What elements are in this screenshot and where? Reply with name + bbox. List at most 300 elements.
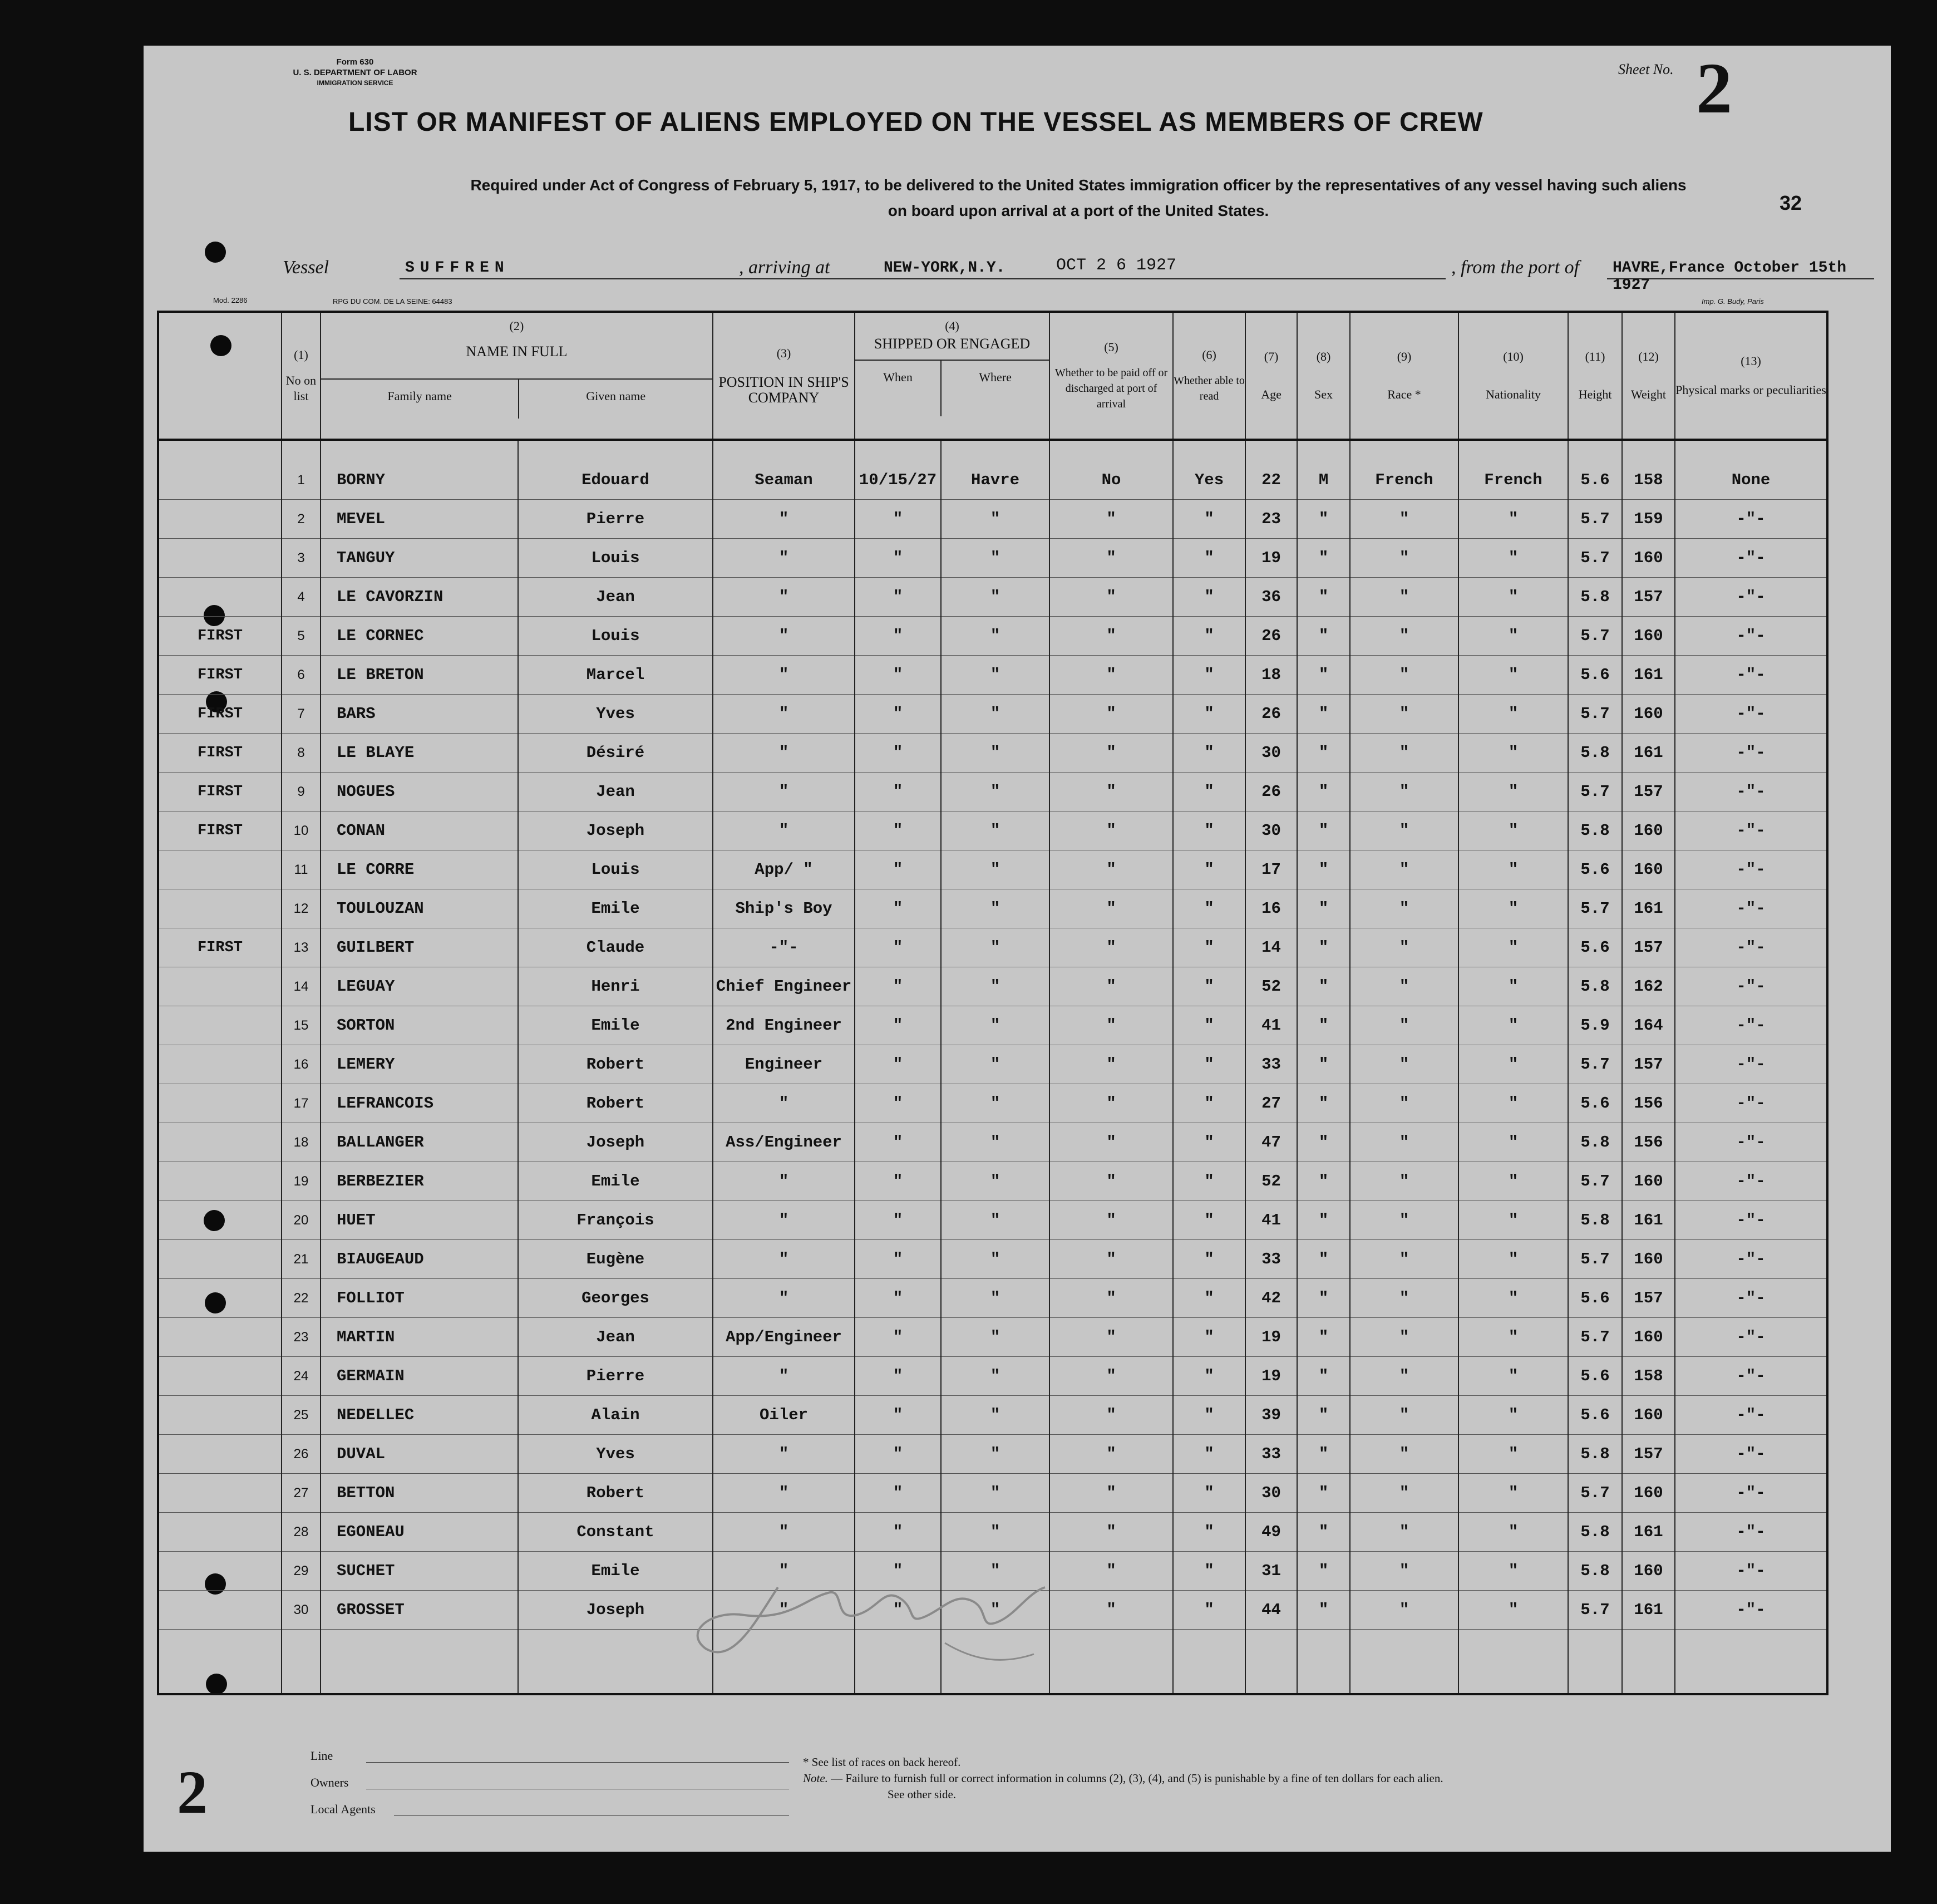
cell-paid-off: " <box>1049 1396 1173 1435</box>
cell-sex: " <box>1297 850 1350 889</box>
cell-row-number: 7 <box>282 695 321 734</box>
cell-nationality: " <box>1458 695 1568 734</box>
cell-paid-off: " <box>1049 1318 1173 1357</box>
cell-position: Ship's Boy <box>713 889 855 928</box>
cell-family-name: NOGUES <box>321 773 518 811</box>
cell-able-to-read: " <box>1173 1084 1245 1123</box>
cell-physical-marks: -"- <box>1675 1240 1827 1279</box>
cell-row-number: 17 <box>282 1084 321 1123</box>
footer-owners-label: Owners <box>310 1775 349 1789</box>
filler-cell <box>1049 1630 1173 1695</box>
cell-sex: " <box>1297 889 1350 928</box>
cell-paid-off: " <box>1049 734 1173 773</box>
cell-position: " <box>713 617 855 656</box>
cell-family-name: BERBEZIER <box>321 1162 518 1201</box>
cell-shipped-when: " <box>855 1006 941 1045</box>
cell-able-to-read: " <box>1173 1201 1245 1240</box>
cell-race: " <box>1350 1123 1458 1162</box>
table-row <box>158 578 1827 617</box>
cell-paid-off: " <box>1049 539 1173 578</box>
cell-first-mark <box>158 1084 282 1123</box>
manifest-sheet <box>144 46 1891 1852</box>
cell-family-name: BORNY <box>321 461 518 500</box>
cell-shipped-when: " <box>855 1591 941 1630</box>
cell-nationality: " <box>1458 1006 1568 1045</box>
cell-shipped-where: " <box>941 1435 1049 1474</box>
cell-sex: " <box>1297 617 1350 656</box>
cell-position: " <box>713 656 855 695</box>
cell-family-name: MARTIN <box>321 1318 518 1357</box>
cell-given-name: Claude <box>518 928 713 967</box>
col-no-on-list: (1) No on list <box>282 312 321 440</box>
cell-height: 5.7 <box>1568 500 1622 539</box>
cell-race: " <box>1350 1474 1458 1513</box>
spacer-cell <box>941 440 1049 461</box>
cell-race: " <box>1350 1006 1458 1045</box>
cell-height: 5.7 <box>1568 773 1622 811</box>
cell-nationality: " <box>1458 1435 1568 1474</box>
cell-sex: " <box>1297 1318 1350 1357</box>
cell-position: " <box>713 1240 855 1279</box>
cell-sex: " <box>1297 1396 1350 1435</box>
cell-family-name: LE CORRE <box>321 850 518 889</box>
cell-weight: 160 <box>1622 1474 1675 1513</box>
cell-first-mark <box>158 461 282 500</box>
cell-physical-marks: -"- <box>1675 656 1827 695</box>
cell-age: 41 <box>1245 1006 1297 1045</box>
table-row <box>158 1201 1827 1240</box>
cell-age: 23 <box>1245 500 1297 539</box>
cell-nationality: French <box>1458 461 1568 500</box>
cell-row-number: 5 <box>282 617 321 656</box>
cell-first-mark: FIRST <box>158 695 282 734</box>
table-row <box>158 773 1827 811</box>
spacer-cell <box>1350 440 1458 461</box>
cell-row-number: 27 <box>282 1474 321 1513</box>
cell-nationality: " <box>1458 1084 1568 1123</box>
cell-given-name: Constant <box>518 1513 713 1552</box>
cell-shipped-where: " <box>941 1357 1049 1396</box>
cell-family-name: LE BRETON <box>321 656 518 695</box>
cell-given-name: Robert <box>518 1045 713 1084</box>
cell-physical-marks: -"- <box>1675 1435 1827 1474</box>
cell-age: 33 <box>1245 1435 1297 1474</box>
cell-sex: " <box>1297 1279 1350 1318</box>
cell-sex: " <box>1297 695 1350 734</box>
margin-header <box>158 312 282 440</box>
table-row <box>158 500 1827 539</box>
cell-given-name: François <box>518 1201 713 1240</box>
cell-first-mark <box>158 1435 282 1474</box>
cell-first-mark <box>158 889 282 928</box>
cell-able-to-read: " <box>1173 1435 1245 1474</box>
cell-family-name: GROSSET <box>321 1591 518 1630</box>
vessel-label: Vessel <box>283 257 329 278</box>
cell-race: " <box>1350 1201 1458 1240</box>
cell-race: " <box>1350 1357 1458 1396</box>
footer-line-field[interactable] <box>366 1762 789 1763</box>
col-able-to-read: (6) Whether able to read <box>1173 312 1245 440</box>
cell-position: " <box>713 695 855 734</box>
table-row <box>158 1435 1827 1474</box>
cell-shipped-when: " <box>855 1318 941 1357</box>
cell-shipped-when: " <box>855 1357 941 1396</box>
cell-given-name: Jean <box>518 1318 713 1357</box>
cell-sex: " <box>1297 656 1350 695</box>
cell-shipped-where: " <box>941 695 1049 734</box>
cell-given-name: Emile <box>518 1162 713 1201</box>
cell-able-to-read: " <box>1173 695 1245 734</box>
cell-weight: 160 <box>1622 1552 1675 1591</box>
cell-sex: " <box>1297 1123 1350 1162</box>
cell-row-number: 21 <box>282 1240 321 1279</box>
cell-position: " <box>713 734 855 773</box>
cell-nationality: " <box>1458 1240 1568 1279</box>
cell-able-to-read: " <box>1173 928 1245 967</box>
cell-nationality: " <box>1458 1201 1568 1240</box>
cell-shipped-when: " <box>855 1474 941 1513</box>
cell-age: 36 <box>1245 578 1297 617</box>
cell-given-name: Joseph <box>518 1123 713 1162</box>
arrival-port: NEW-YORK,N.Y. <box>884 259 1006 277</box>
filler-cell <box>1458 1630 1568 1695</box>
cell-shipped-where: " <box>941 1396 1049 1435</box>
cell-weight: 160 <box>1622 617 1675 656</box>
cell-race: " <box>1350 734 1458 773</box>
cell-shipped-when: " <box>855 1201 941 1240</box>
cell-sex: " <box>1297 811 1350 850</box>
table-row <box>158 889 1827 928</box>
cell-row-number: 3 <box>282 539 321 578</box>
cell-age: 16 <box>1245 889 1297 928</box>
cell-age: 30 <box>1245 1474 1297 1513</box>
cell-position: " <box>713 1279 855 1318</box>
table-row <box>158 695 1827 734</box>
cell-physical-marks: -"- <box>1675 967 1827 1006</box>
footer-line-label: Line <box>310 1749 333 1763</box>
cell-weight: 164 <box>1622 1006 1675 1045</box>
cell-weight: 160 <box>1622 811 1675 850</box>
vessel-line <box>400 278 878 279</box>
cell-paid-off: No <box>1049 461 1173 500</box>
cell-first-mark <box>158 967 282 1006</box>
cell-shipped-where: " <box>941 539 1049 578</box>
cell-shipped-where: " <box>941 1591 1049 1630</box>
cell-paid-off: " <box>1049 578 1173 617</box>
cell-height: 5.8 <box>1568 1513 1622 1552</box>
table-row <box>158 850 1827 889</box>
cell-height: 5.7 <box>1568 695 1622 734</box>
cell-first-mark: FIRST <box>158 656 282 695</box>
cell-weight: 157 <box>1622 1045 1675 1084</box>
cell-paid-off: " <box>1049 850 1173 889</box>
col-where: Where <box>979 370 1012 384</box>
cell-weight: 158 <box>1622 461 1675 500</box>
cell-height: 5.7 <box>1568 1318 1622 1357</box>
cell-able-to-read: " <box>1173 1045 1245 1084</box>
arrival-date: OCT 2 6 1927 <box>1056 256 1177 275</box>
cell-paid-off: " <box>1049 773 1173 811</box>
col-weight: (12) Weight <box>1622 312 1675 440</box>
cell-first-mark <box>158 1591 282 1630</box>
cell-paid-off: " <box>1049 500 1173 539</box>
cell-row-number: 19 <box>282 1162 321 1201</box>
cell-position: " <box>713 1435 855 1474</box>
cell-shipped-when: " <box>855 1279 941 1318</box>
cell-nationality: " <box>1458 1123 1568 1162</box>
cell-first-mark <box>158 1123 282 1162</box>
cell-given-name: Joseph <box>518 811 713 850</box>
crew-manifest-table <box>157 311 1828 1695</box>
cell-row-number: 4 <box>282 578 321 617</box>
cell-weight: 156 <box>1622 1084 1675 1123</box>
footer-notes: * See list of races on back hereof. Note. — Failure to furnish full or correct information in columns (2), (3), (4), and (5) is punishable by a fine of ten dollars for each alien. See other side. <box>803 1755 1443 1801</box>
col-age: (7) Age <box>1245 312 1297 440</box>
cell-age: 47 <box>1245 1123 1297 1162</box>
cell-shipped-when: " <box>855 773 941 811</box>
cell-age: 19 <box>1245 539 1297 578</box>
cell-sex: " <box>1297 1240 1350 1279</box>
cell-able-to-read: " <box>1173 656 1245 695</box>
cell-physical-marks: -"- <box>1675 811 1827 850</box>
cell-height: 5.6 <box>1568 1084 1622 1123</box>
cell-nationality: " <box>1458 850 1568 889</box>
cell-nationality: " <box>1458 811 1568 850</box>
cell-weight: 160 <box>1622 850 1675 889</box>
cell-weight: 157 <box>1622 1279 1675 1318</box>
cell-shipped-when: " <box>855 578 941 617</box>
cell-able-to-read: " <box>1173 617 1245 656</box>
cell-race: " <box>1350 617 1458 656</box>
cell-family-name: LE CORNEC <box>321 617 518 656</box>
table-row <box>158 1513 1827 1552</box>
cell-position: Seaman <box>713 461 855 500</box>
cell-shipped-when: " <box>855 1435 941 1474</box>
filler-cell <box>1173 1630 1245 1695</box>
cell-paid-off: " <box>1049 656 1173 695</box>
cell-shipped-when: " <box>855 967 941 1006</box>
cell-weight: 158 <box>1622 1357 1675 1396</box>
table-row <box>158 1396 1827 1435</box>
cell-shipped-where: " <box>941 773 1049 811</box>
cell-family-name: EGONEAU <box>321 1513 518 1552</box>
cell-weight: 160 <box>1622 1318 1675 1357</box>
spacer-row <box>158 440 1827 461</box>
cell-physical-marks: None <box>1675 461 1827 500</box>
cell-position: 2nd Engineer <box>713 1006 855 1045</box>
spacer-cell <box>1245 440 1297 461</box>
cell-height: 5.7 <box>1568 889 1622 928</box>
cell-row-number: 14 <box>282 967 321 1006</box>
cell-age: 18 <box>1245 656 1297 695</box>
cell-race: " <box>1350 1552 1458 1591</box>
cell-nationality: " <box>1458 1162 1568 1201</box>
cell-physical-marks: -"- <box>1675 850 1827 889</box>
cell-position: App/ " <box>713 850 855 889</box>
cell-age: 19 <box>1245 1318 1297 1357</box>
cell-age: 26 <box>1245 695 1297 734</box>
cell-able-to-read: " <box>1173 967 1245 1006</box>
cell-height: 5.7 <box>1568 1240 1622 1279</box>
cell-shipped-where: " <box>941 1513 1049 1552</box>
cell-paid-off: " <box>1049 617 1173 656</box>
cell-sex: " <box>1297 500 1350 539</box>
cell-shipped-when: " <box>855 1084 941 1123</box>
cell-first-mark <box>158 1201 282 1240</box>
cell-given-name: Jean <box>518 578 713 617</box>
cell-sex: " <box>1297 734 1350 773</box>
cell-age: 49 <box>1245 1513 1297 1552</box>
col-paid-off: (5) Whether to be paid off or discharged at port of arrival <box>1049 312 1173 440</box>
cell-race: " <box>1350 1084 1458 1123</box>
cell-sex: " <box>1297 1162 1350 1201</box>
cell-race: " <box>1350 773 1458 811</box>
cell-given-name: Désiré <box>518 734 713 773</box>
from-line <box>1607 278 1874 279</box>
cell-first-mark: FIRST <box>158 811 282 850</box>
cell-able-to-read: " <box>1173 1474 1245 1513</box>
cell-given-name: Emile <box>518 889 713 928</box>
cell-height: 5.9 <box>1568 1006 1622 1045</box>
cell-given-name: Pierre <box>518 1357 713 1396</box>
cell-shipped-when: " <box>855 617 941 656</box>
cell-position: " <box>713 1201 855 1240</box>
spacer-cell <box>1568 440 1622 461</box>
cell-sex: " <box>1297 1201 1350 1240</box>
cell-sex: " <box>1297 1552 1350 1591</box>
cell-age: 39 <box>1245 1396 1297 1435</box>
cell-shipped-when: " <box>855 695 941 734</box>
cell-position: " <box>713 1591 855 1630</box>
cell-paid-off: " <box>1049 1084 1173 1123</box>
cell-physical-marks: -"- <box>1675 1396 1827 1435</box>
cell-shipped-when: " <box>855 850 941 889</box>
cell-shipped-where: " <box>941 1084 1049 1123</box>
cell-paid-off: " <box>1049 811 1173 850</box>
cell-position: -"- <box>713 928 855 967</box>
cell-row-number: 8 <box>282 734 321 773</box>
cell-race: " <box>1350 850 1458 889</box>
cell-age: 30 <box>1245 811 1297 850</box>
spacer-cell <box>1458 440 1568 461</box>
cell-first-mark <box>158 539 282 578</box>
spacer-cell <box>1297 440 1350 461</box>
cell-paid-off: " <box>1049 1513 1173 1552</box>
cell-nationality: " <box>1458 1396 1568 1435</box>
spacer-cell <box>321 440 518 461</box>
cell-first-mark <box>158 1240 282 1279</box>
cell-able-to-read: " <box>1173 1357 1245 1396</box>
cell-race: " <box>1350 1045 1458 1084</box>
cell-shipped-when: " <box>855 734 941 773</box>
cell-height: 5.8 <box>1568 1552 1622 1591</box>
table-row <box>158 656 1827 695</box>
cell-paid-off: " <box>1049 889 1173 928</box>
cell-race: " <box>1350 889 1458 928</box>
cell-shipped-where: " <box>941 1162 1049 1201</box>
cell-physical-marks: -"- <box>1675 734 1827 773</box>
cell-position: " <box>713 773 855 811</box>
cell-height: 5.7 <box>1568 1591 1622 1630</box>
cell-sex: " <box>1297 578 1350 617</box>
cell-shipped-when: " <box>855 928 941 967</box>
cell-shipped-where: " <box>941 1474 1049 1513</box>
cell-height: 5.8 <box>1568 1201 1622 1240</box>
departure-port-date: HAVRE,France October 15th 1927 <box>1613 259 1847 294</box>
cell-position: " <box>713 1357 855 1396</box>
cell-given-name: Marcel <box>518 656 713 695</box>
cell-able-to-read: " <box>1173 1123 1245 1162</box>
cell-paid-off: " <box>1049 695 1173 734</box>
col-sex: (8) Sex <box>1297 312 1350 440</box>
col-height: (11) Height <box>1568 312 1622 440</box>
cell-row-number: 24 <box>282 1357 321 1396</box>
cell-family-name: GERMAIN <box>321 1357 518 1396</box>
cell-physical-marks: -"- <box>1675 1513 1827 1552</box>
cell-weight: 161 <box>1622 656 1675 695</box>
cell-age: 22 <box>1245 461 1297 500</box>
cell-first-mark: FIRST <box>158 928 282 967</box>
cell-nationality: " <box>1458 1357 1568 1396</box>
cell-row-number: 9 <box>282 773 321 811</box>
cell-row-number: 30 <box>282 1591 321 1630</box>
cell-race: " <box>1350 1591 1458 1630</box>
cell-family-name: FOLLIOT <box>321 1279 518 1318</box>
cell-first-mark <box>158 1396 282 1435</box>
cell-given-name: Louis <box>518 850 713 889</box>
table-row <box>158 1357 1827 1396</box>
cell-shipped-where: " <box>941 1006 1049 1045</box>
cell-shipped-where: " <box>941 1123 1049 1162</box>
cell-weight: 160 <box>1622 1162 1675 1201</box>
cell-row-number: 25 <box>282 1396 321 1435</box>
cell-shipped-where: " <box>941 850 1049 889</box>
spacer-cell <box>1049 440 1173 461</box>
table-row <box>158 1084 1827 1123</box>
table-row <box>158 1474 1827 1513</box>
col-given-name: Given name <box>586 389 646 403</box>
col-when: When <box>855 361 942 416</box>
table-row <box>158 811 1827 850</box>
cell-shipped-where: " <box>941 578 1049 617</box>
cell-weight: 160 <box>1622 695 1675 734</box>
cell-family-name: BETTON <box>321 1474 518 1513</box>
cell-shipped-where: " <box>941 928 1049 967</box>
filler-cell <box>282 1630 321 1695</box>
cell-age: 41 <box>1245 1201 1297 1240</box>
table-row <box>158 967 1827 1006</box>
cell-shipped-where: " <box>941 1552 1049 1591</box>
cell-position: " <box>713 1474 855 1513</box>
spacer-cell <box>1622 440 1675 461</box>
cell-physical-marks: -"- <box>1675 1591 1827 1630</box>
cell-nationality: " <box>1458 1279 1568 1318</box>
cell-position: App/Engineer <box>713 1318 855 1357</box>
cell-height: 5.7 <box>1568 539 1622 578</box>
cell-shipped-where: " <box>941 1240 1049 1279</box>
cell-age: 42 <box>1245 1279 1297 1318</box>
cell-able-to-read: " <box>1173 500 1245 539</box>
cell-shipped-where: " <box>941 967 1049 1006</box>
cell-able-to-read: " <box>1173 1513 1245 1552</box>
cell-shipped-where: " <box>941 1279 1049 1318</box>
cell-position: Engineer <box>713 1045 855 1084</box>
cell-given-name: Robert <box>518 1084 713 1123</box>
cell-given-name: Eugène <box>518 1240 713 1279</box>
sheet-no-label: Sheet No. <box>1618 61 1674 77</box>
cell-paid-off: " <box>1049 1240 1173 1279</box>
cell-weight: 161 <box>1622 1513 1675 1552</box>
